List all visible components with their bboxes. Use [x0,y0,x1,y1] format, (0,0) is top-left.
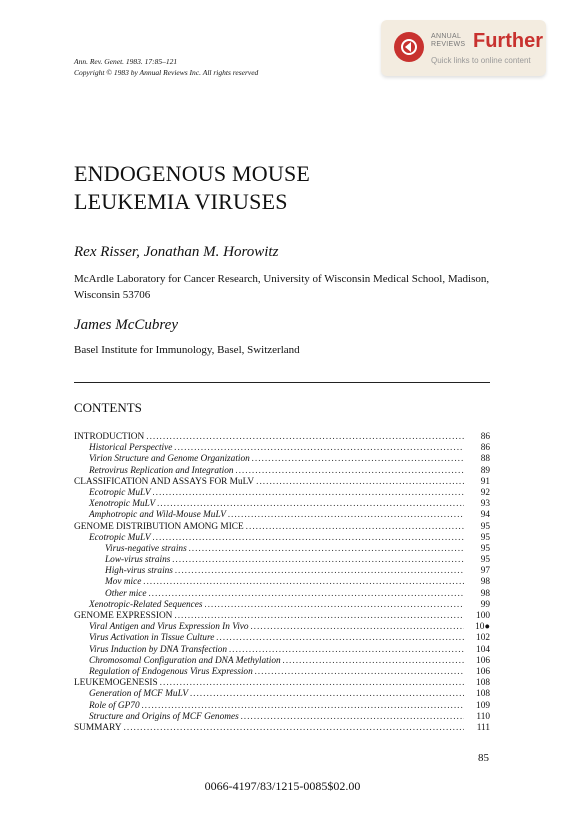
toc-entry-page: 95 [480,543,490,554]
toc-entry [74,712,490,723]
toc-entry-page: 86 [480,443,490,454]
toc-entry-label: Low-virus strains [105,555,171,566]
toc-entry-page: 108 [476,678,490,689]
toc-entry-label: Amphotropic and Wild-Mouse MuLV [89,510,226,521]
horizontal-rule [74,382,490,383]
annual-reviews-further-banner[interactable] [381,20,546,76]
toc-leader-dots [283,656,464,667]
toc-entry-page: 92 [480,487,490,498]
toc-entry-page: 95 [480,532,490,543]
toc-leader-dots [251,622,464,633]
toc-entry-label: Regulation of Endogenous Virus Expression [89,666,253,677]
toc-entry-label: SUMMARY [74,722,122,733]
toc-entry-label: Virus Induction by DNA Transfection [89,644,228,655]
play-arrow-icon [394,32,424,62]
toc-entry [74,611,490,622]
toc-entry-label: Xenotropic-Related Sequences [89,599,203,610]
toc-entry-page: 111 [476,722,490,733]
toc-entry-label: Historical Perspective [89,443,173,454]
toc-leader-dots [255,667,464,678]
toc-entry-page: 99 [480,599,490,610]
toc-leader-dots [160,678,464,689]
toc-entry [74,689,490,700]
toc-leader-dots [174,611,464,622]
toc-leader-dots [153,533,464,544]
toc-entry [74,723,490,734]
toc-entry [74,566,490,577]
toc-leader-dots [143,577,464,588]
toc-entry-label: Ecotropic MuLV [89,487,151,498]
page-number: 85 [478,752,489,764]
toc-entry-page: 88 [480,454,490,465]
toc-entry-page: 106 [476,655,490,666]
copyright-notice: Copyright © 1983 by Annual Reviews Inc. All rights reserved [74,68,259,77]
toc-leader-dots [175,566,464,577]
toc-leader-dots [146,432,464,443]
toc-entry-label: Virion Structure and Genome Organization [89,454,250,465]
toc-entry [74,510,490,521]
toc-entry-page: 98 [480,588,490,599]
journal-header [74,56,258,78]
toc-entry-label: Ecotropic MuLV [89,532,151,543]
toc-leader-dots [157,499,464,510]
toc-entry [74,701,490,712]
toc-entry [74,589,490,600]
toc-entry-label: Role of GP70 [89,700,140,711]
toc-entry [74,622,490,633]
toc-entry-page: 100 [476,611,490,621]
affiliation-1: McArdle Laboratory for Cancer Research, University of Wisconsin Medical School, Madison, Wisconsin 53706 [74,273,490,301]
toc-entry-page: 110 [476,711,490,722]
toc-entry-page: 109 [476,700,490,711]
toc-leader-dots [174,443,464,454]
toc-entry-label: Xenotropic MuLV [89,499,156,510]
toc-leader-dots [153,488,464,499]
toc-entry-label: Other mice [105,588,147,599]
toc-entry-page: 98 [480,577,490,588]
toc-leader-dots [189,544,464,555]
authors-group-1: Rex Risser, Jonathan M. Horowitz [74,244,279,260]
toc-entry-page: 89 [480,465,490,476]
banner-tagline: Quick links to online content [431,56,531,65]
toc-entry-label: GENOME DISTRIBUTION AMONG MICE [74,521,244,532]
article-title: ENDOGENOUS MOUSE LEUKEMIA VIRUSES [74,161,311,214]
contents-heading: CONTENTS [74,400,142,415]
toc-entry-page: 86 [480,432,490,442]
toc-entry [74,443,490,454]
toc-leader-dots [190,689,464,700]
toc-entry-label: LEUKEMOGENESIS [74,678,158,689]
toc-entry [74,577,490,588]
toc-entry [74,633,490,644]
toc-entry-page: 95 [480,555,490,566]
toc-leader-dots [256,477,464,488]
toc-leader-dots [205,600,465,611]
toc-entry-page: 106 [476,666,490,677]
toc-entry-page: 93 [480,499,490,510]
toc-leader-dots [252,454,464,465]
toc-entry-label: Chromosomal Configuration and DNA Methylation [89,655,281,666]
toc-entry [74,432,490,443]
toc-entry-label: Viral Antigen and Virus Expression In Vivo [89,622,249,633]
toc-leader-dots [246,522,464,533]
toc-entry [74,488,490,499]
toc-entry-page: 94 [480,510,490,521]
toc-entry [74,477,490,488]
toc-leader-dots [172,555,464,566]
toc-entry [74,466,490,477]
toc-entry-label: Virus Activation in Tissue Culture [89,633,215,644]
toc-leader-dots [236,466,464,477]
toc-entry [74,667,490,678]
toc-entry-label: High-virus strains [105,566,173,577]
toc-leader-dots [142,701,464,712]
toc-entry-page: 104 [476,644,490,655]
toc-entry-label: Mov mice [105,577,142,588]
toc-entry [74,522,490,533]
toc-entry-page: 97 [480,566,490,577]
toc-leader-dots [241,712,464,723]
toc-entry-page: 108 [476,689,490,700]
toc-leader-dots [124,723,464,734]
footer-code: 0066-4197/83/1215-0085$02.00 [204,779,361,793]
brand-further: Further [473,30,543,52]
authors-group-2: James McCubrey [74,317,178,333]
toc-leader-dots [216,633,464,644]
affiliation-2: Basel Institute for Immunology, Basel, Switzerland [74,344,300,356]
table-of-contents [74,432,490,734]
toc-entry [74,544,490,555]
toc-leader-dots [229,645,464,656]
toc-entry [74,656,490,667]
toc-entry-label: GENOME EXPRESSION [74,611,173,621]
toc-entry [74,600,490,611]
toc-entry [74,499,490,510]
toc-entry-label: CLASSIFICATION AND ASSAYS FOR MuLV [74,476,255,487]
toc-entry-page: 10● [475,622,490,633]
toc-entry-label: Structure and Origins of MCF Genomes [89,711,239,722]
toc-entry-label: Retrovirus Replication and Integration [89,465,234,476]
toc-entry-label: Generation of MCF MuLV [89,689,189,700]
toc-entry [74,454,490,465]
toc-entry-page: 102 [476,633,490,644]
toc-entry [74,678,490,689]
toc-entry [74,533,490,544]
toc-entry [74,645,490,656]
brand-name: ANNUAL REVIEWS [431,33,466,48]
toc-leader-dots [228,510,464,521]
toc-entry-page: 95 [480,521,490,532]
citation: Ann. Rev. Genet. 1983. 17:85–121 [74,57,178,66]
toc-entry [74,555,490,566]
toc-leader-dots [149,589,464,600]
toc-entry-label: INTRODUCTION [74,432,145,442]
toc-entry-page: 91 [480,476,490,487]
toc-entry-label: Virus-negative strains [105,543,187,554]
